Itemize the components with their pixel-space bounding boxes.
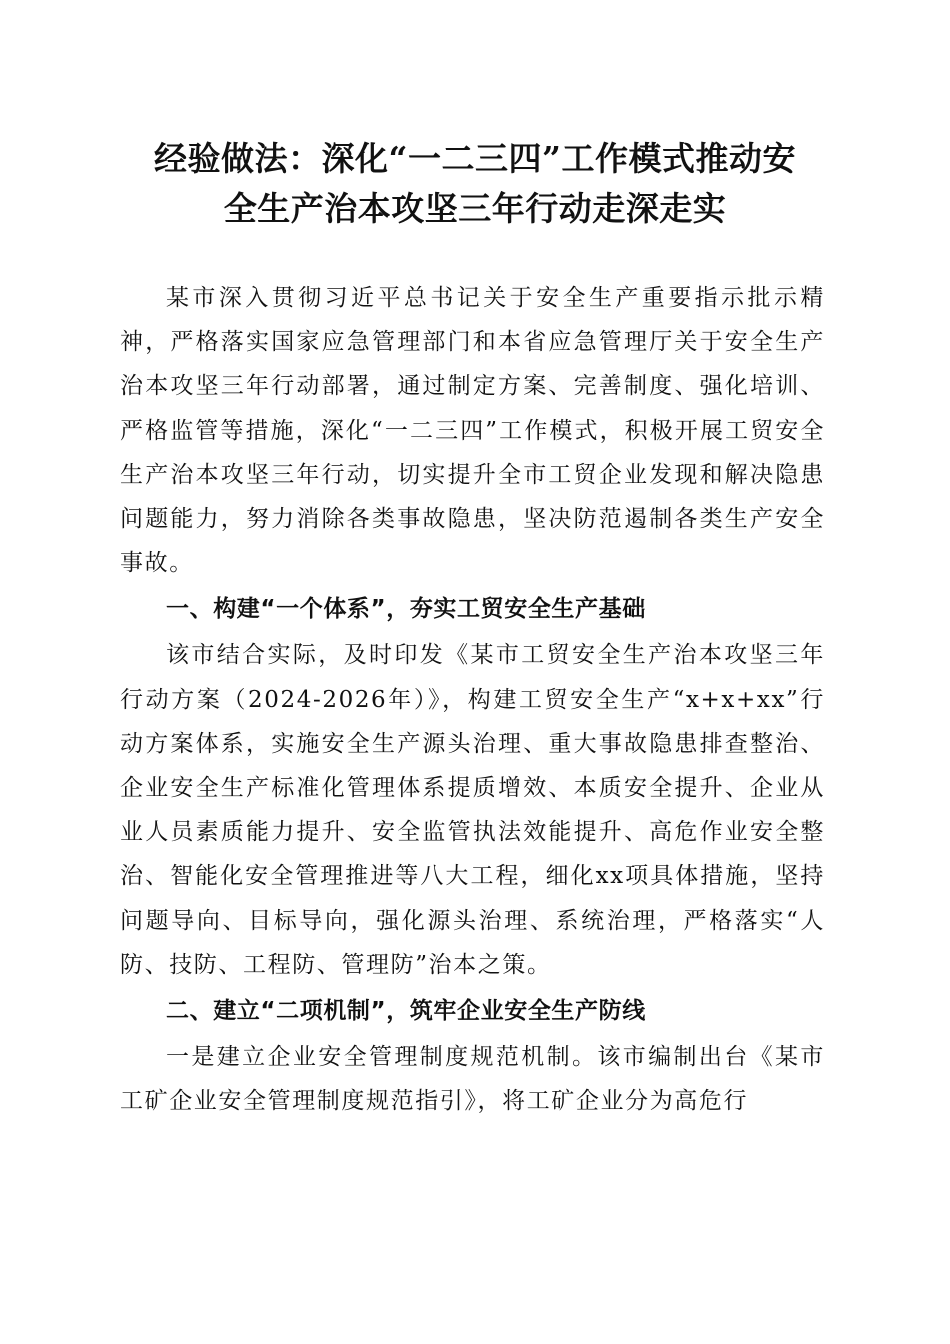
section-2-paragraph: 一是建立企业安全管理制度规范机制。该市编制出台《某市工矿企业安全管理制度规范指引》，将工矿企业分为高危行 <box>120 1044 825 1115</box>
document-title <box>110 134 840 234</box>
section-1-heading: 一、构建“一个体系”，夯实工贸安全生产基础 <box>166 596 646 623</box>
title-line-2: 全生产治本攻坚三年行动走深走实 <box>223 189 727 228</box>
document-body <box>120 276 825 1123</box>
section-1-paragraph: 该市结合实际，及时印发《某市工贸安全生产治本攻坚三年行动方案（2024-2026年）》，构建工贸安全生产“x+x+xx”行动方案体系，实施安全生产源头治理、重大事故隐患排查整治、企业安全生产标准化管理体系提质增效、本质安全提升、企业从业人员素质能力提升、安全监管执法效能提升、高危作业安全整治、智能化安全管理推进等八大工程，细化xx项具体措施，坚持问题导向、目标导向，强化源头治理、系统治理，严格落实“人防、技防、工程防、管理防”治本之策。 <box>120 642 825 978</box>
section-2-heading: 二、建立“二项机制”，筑牢企业安全生产防线 <box>166 998 646 1025</box>
intro-paragraph: 某市深入贯彻习近平总书记关于安全生产重要指示批示精神，严格落实国家应急管理部门和本省应急管理厅关于安全生产治本攻坚三年行动部署，通过制定方案、完善制度、强化培训、严格监管等措施，深化“一二三四”工作模式，积极开展工贸安全生产治本攻坚三年行动，切实提升全市工贸企业发现和解决隐患问题能力，努力消除各类事故隐患，坚决防范遏制各类生产安全事故。 <box>120 285 825 577</box>
title-line-1: 经验做法：深化“一二三四”工作模式推动安 <box>154 139 796 178</box>
